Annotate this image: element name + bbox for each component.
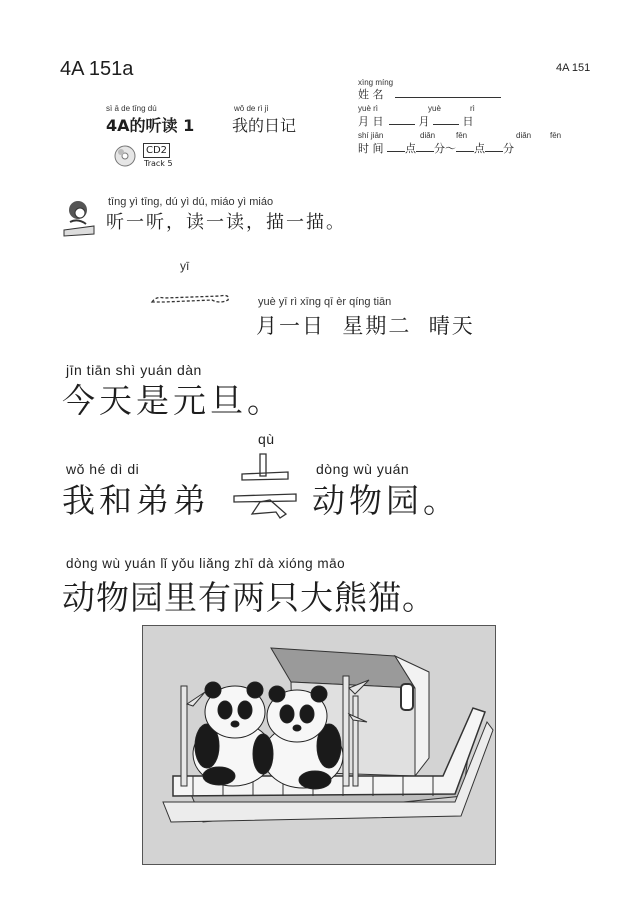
time-pinyin-dian-2: diǎn bbox=[516, 131, 532, 140]
sentence-3-text: 动物园里有两只大熊猫。 bbox=[62, 578, 436, 617]
cd-icon bbox=[113, 144, 137, 172]
minute-blank-2[interactable] bbox=[485, 151, 503, 152]
time-unit-dian: 点 bbox=[405, 142, 416, 155]
hour-blank-1[interactable] bbox=[387, 151, 405, 152]
time-sep: ～ bbox=[445, 142, 456, 155]
time-pinyin-dian-1: diǎn bbox=[420, 131, 436, 140]
time-pinyin-fen-2: fēn bbox=[550, 131, 562, 140]
time-unit-dian: 点 bbox=[474, 142, 485, 155]
month-blank[interactable] bbox=[389, 124, 415, 125]
hour-blank-2[interactable] bbox=[456, 151, 474, 152]
track-label: Track 5 bbox=[144, 159, 173, 168]
title-text-1: 4A的听读 1 bbox=[106, 116, 195, 135]
time-pinyin: shí jiān bbox=[358, 131, 384, 140]
date-pinyin-yue: yuè bbox=[428, 104, 441, 113]
sentence-2-pinyin-a: wǒ hé dì di bbox=[66, 461, 140, 477]
instruction-pinyin: tīng yì tīng, dú yì dú, miáo yì miáo bbox=[108, 196, 274, 208]
date-pinyin-ri: rì bbox=[470, 104, 475, 113]
panda-zoo-picture bbox=[142, 625, 496, 865]
date-row bbox=[358, 113, 474, 129]
instruction-text: 听一听，读一读，描一描。 bbox=[106, 212, 346, 233]
date-label: 月 日 bbox=[358, 115, 384, 128]
time-unit-fen: 分 bbox=[503, 142, 514, 155]
sentence-1-text: 今天是元旦。 bbox=[62, 381, 284, 420]
day-blank[interactable] bbox=[433, 124, 459, 125]
date-pinyin-month: yuè rì bbox=[358, 104, 379, 113]
sentence-2-text-b: 动物园。 bbox=[312, 481, 460, 520]
date-unit-month: 月 bbox=[418, 115, 430, 128]
cd-label: CD2 bbox=[143, 143, 170, 158]
time-unit-fen: 分 bbox=[434, 142, 445, 155]
page-id-right: 4A 151 bbox=[556, 62, 591, 74]
sentence-3-pinyin: dòng wù yuán lǐ yǒu liǎng zhī dà xióng māo bbox=[66, 556, 346, 571]
name-row bbox=[358, 86, 501, 102]
time-row bbox=[358, 140, 514, 156]
trace-char-pinyin: qù bbox=[258, 431, 275, 447]
child-reading-icon bbox=[58, 196, 100, 242]
yi-pinyin: yī bbox=[180, 259, 190, 273]
title-pinyin-2: wǒ de rì jì bbox=[234, 104, 269, 113]
title-text-2: 我的日记 bbox=[232, 116, 297, 135]
title-pinyin-1: sì ā de tīng dú bbox=[106, 104, 157, 113]
sentence-1-pinyin: jīn tiān shì yuán dàn bbox=[66, 362, 202, 378]
name-blank[interactable] bbox=[395, 97, 501, 98]
time-pinyin-fen-1: fēn bbox=[456, 131, 468, 140]
diary-date-text: 月一日 星期二 晴天 bbox=[256, 314, 475, 338]
yi-trace-stroke bbox=[150, 290, 232, 312]
minute-blank-1[interactable] bbox=[416, 151, 434, 152]
time-label: 时 间 bbox=[358, 142, 384, 155]
date-unit-day: 日 bbox=[462, 115, 474, 128]
page-id-left: 4A 151a bbox=[60, 58, 134, 80]
name-pinyin: xìng míng bbox=[358, 78, 394, 87]
trace-char-box[interactable] bbox=[230, 446, 300, 520]
sentence-2-text-a: 我和弟弟 bbox=[62, 481, 210, 520]
diary-date-pinyin: yuè yī rì xīng qī èr qíng tiān bbox=[258, 296, 392, 308]
name-label: 姓 名 bbox=[358, 88, 384, 101]
sentence-2-pinyin-b: dòng wù yuán bbox=[316, 461, 410, 477]
trace-char-outline bbox=[230, 446, 300, 520]
